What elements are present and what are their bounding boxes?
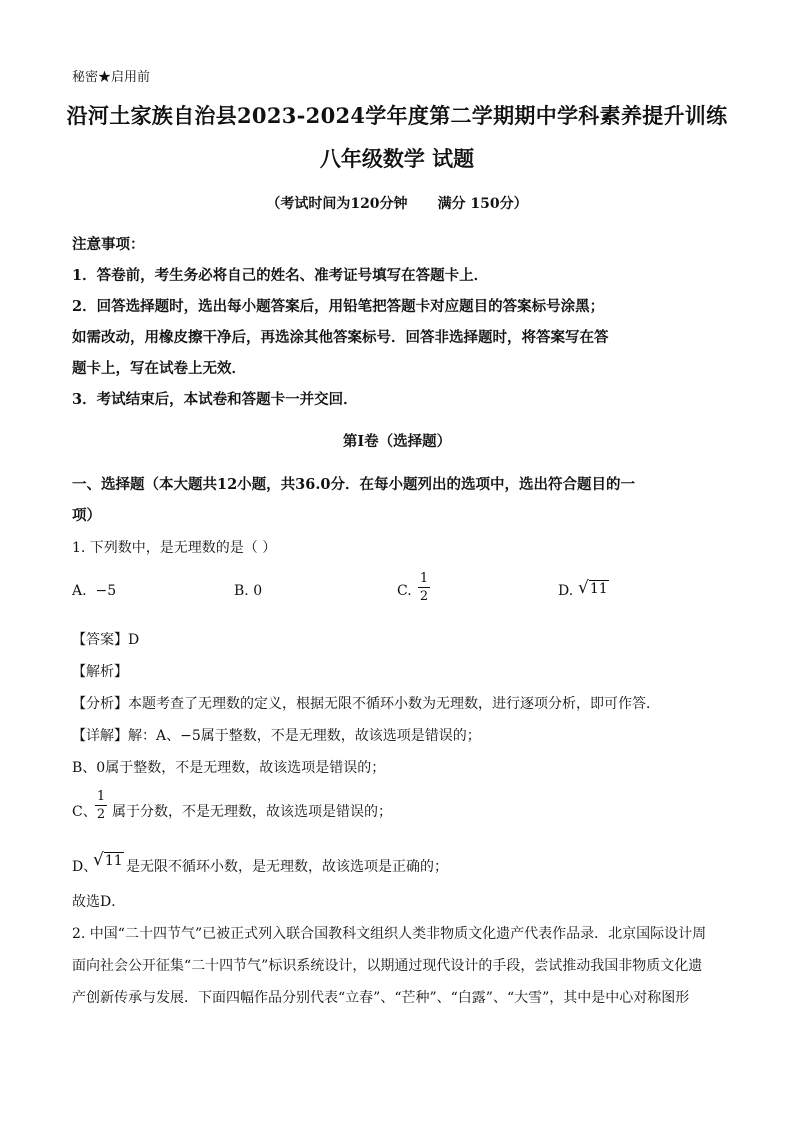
exam-info <box>0 193 794 213</box>
secret-label: 秘密★启用前 <box>72 70 151 85</box>
q1-line-c-prefix: C、 <box>72 804 97 820</box>
q1-line-b: B、0属于整数，不是无理数，故该选项是错误的； <box>72 760 386 776</box>
volume-heading: 第Ⅰ卷（选择题） <box>342 433 452 450</box>
exam-title-line1: 沿河土家族自治县2023-2024学年度第二学期期中学科素养提升训练 <box>66 103 728 128</box>
q1-line-d-text: 是无限不循环小数，是无理数，故该选项是正确的； <box>126 859 448 875</box>
q2-line-2: 面向社会公开征集“二十四节气”标识系统设计，以期通过现代设计的手段，尝试推动我国非物质文化遗 <box>72 958 703 974</box>
q1-line-d-prefix: D、 <box>72 859 98 875</box>
q1-option-c-fraction: 1 2 <box>419 571 429 604</box>
note-3: 3．考试结束后，本试卷和答题卡一并交回． <box>72 391 358 408</box>
q1-fenxi: 【分析】本题考查了无理数的定义，根据无限不循环小数为无理数，进行逐项分析，即可作答． <box>72 696 660 712</box>
q1-option-a: A. −5 <box>72 583 117 599</box>
note-2b: 如需改动，用橡皮擦干净后，再选涂其他答案标号．回答非选择题时，将答案写在答 <box>72 329 609 346</box>
part-heading-line1: 一、选择题（本大题共12小题，共36.0分．在每小题列出的选项中，选出符合题目的一 <box>72 476 635 493</box>
note-2c: 题卡上，写在试卷上无效． <box>72 360 246 377</box>
exam-time: （考试时间为120分钟 <box>266 196 408 212</box>
q1-stem: 1. 下列数中，是无理数的是（ ） <box>72 540 277 556</box>
q1-answer: 【答案】D <box>72 632 140 648</box>
q1-line-c-text: 属于分数，不是无理数，故该选项是错误的； <box>112 804 392 820</box>
q1-line-d-sqrt: √ 11 <box>93 850 123 871</box>
q1-conclusion: 故选D． <box>72 894 126 910</box>
note-2a: 2．回答选择题时，选出每小题答案后，用铅笔把答题卡对应题目的答案标号涂黑； <box>72 298 605 315</box>
q2-line-3: 产创新传承与发展．下面四幅作品分别代表“立春”、“芒种”、“白露”、“大雪”，其中是中心对称图形 <box>72 990 690 1006</box>
q1-line-c-fraction: 1 2 <box>96 789 106 822</box>
notes-heading: 注意事项： <box>72 236 145 253</box>
q1-option-d-label: D. <box>558 583 574 599</box>
q2-line-1: 2. 中国“二十四节气”已被正式列入联合国教科文组织人类非物质文化遗产代表作品录．北京国际设计周 <box>72 926 707 942</box>
exam-title-line2: 八年级数学 试题 <box>319 146 475 171</box>
q1-option-b: B. 0 <box>234 583 263 599</box>
q1-option-d-sqrt: √ 11 <box>578 578 608 599</box>
q1-xiangjie: 【详解】解：A、−5属于整数，不是无理数，故该选项是错误的； <box>72 728 481 744</box>
full-score: 满分 150分） <box>437 196 528 212</box>
note-1: 1．答卷前，考生务必将自己的姓名、准考证号填写在答题卡上． <box>72 267 489 284</box>
q1-option-c-label: C. <box>397 583 412 599</box>
part-heading-line2: 项） <box>72 507 101 524</box>
q1-analysis-label: 【解析】 <box>72 664 128 680</box>
